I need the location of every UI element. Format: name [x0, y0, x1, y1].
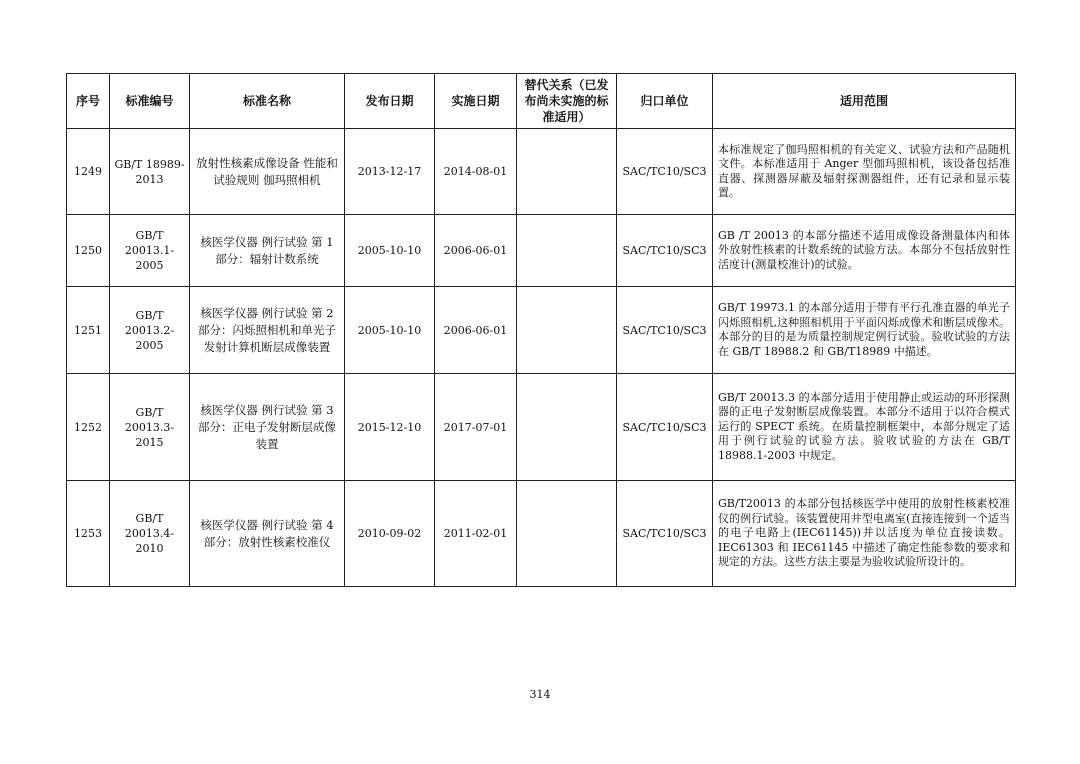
table-row	[67, 215, 1016, 287]
cell-seq: 1249	[67, 129, 110, 215]
cell-replace	[517, 481, 617, 587]
cell-name: 核医学仪器 例行试验 第 1 部分：辐射计数系统	[190, 215, 345, 287]
cell-scope: GB /T 20013 的本部分描述不适用成像设备测量体内和体外放射性核素的计数系统的试验方法。本部分不包括放射性活度计(测量校准计)的试验。	[713, 215, 1016, 287]
cell-pub-date: 2005-10-10	[345, 215, 435, 287]
cell-unit: SAC/TC10/SC3	[617, 129, 713, 215]
header-name: 标准名称	[190, 74, 345, 129]
cell-scope: GB/T 20013.3 的本部分适用于使用静止或运动的环形探测器的正电子发射断层成像装置。本部分不适用于以符合模式运行的 SPECT 系统。在质量控制框架中，本部分规定了适用于例行试验的试验方法。验收试验的方法在 GB/T 18988.1-2003 中规定。	[713, 374, 1016, 481]
header-impl-date: 实施日期	[435, 74, 517, 129]
header-replace: 替代关系（已发布尚未实施的标准适用）	[517, 74, 617, 129]
cell-unit: SAC/TC10/SC3	[617, 215, 713, 287]
cell-name: 核医学仪器 例行试验 第 4 部分：放射性核素校准仪	[190, 481, 345, 587]
cell-replace	[517, 374, 617, 481]
cell-impl-date: 2011-02-01	[435, 481, 517, 587]
cell-impl-date: 2006-06-01	[435, 215, 517, 287]
cell-code: GB/T 20013.3-2015	[110, 374, 190, 481]
cell-code: GB/T 18989-2013	[110, 129, 190, 215]
header-row	[67, 74, 1016, 129]
page-number: 314	[529, 688, 551, 701]
table-row	[67, 481, 1016, 587]
cell-scope: 本标准规定了伽玛照相机的有关定义、试验方法和产品随机文件。本标准适用于 Anger 型伽玛照相机，该设备包括准直器、探测器屏蔽及辐射探测器组件，还有记录和显示装置。	[713, 129, 1016, 215]
table-row	[67, 287, 1016, 374]
cell-replace	[517, 129, 617, 215]
cell-seq: 1252	[67, 374, 110, 481]
header-code: 标准编号	[110, 74, 190, 129]
cell-replace	[517, 287, 617, 374]
cell-impl-date: 2014-08-01	[435, 129, 517, 215]
cell-pub-date: 2010-09-02	[345, 481, 435, 587]
cell-pub-date: 2005-10-10	[345, 287, 435, 374]
cell-code: GB/T 20013.1-2005	[110, 215, 190, 287]
cell-pub-date: 2013-12-17	[345, 129, 435, 215]
cell-name: 放射性核素成像设备 性能和试验规则 伽玛照相机	[190, 129, 345, 215]
header-seq: 序号	[67, 74, 110, 129]
cell-seq: 1251	[67, 287, 110, 374]
cell-name: 核医学仪器 例行试验 第 3 部分：正电子发射断层成像装置	[190, 374, 345, 481]
cell-replace	[517, 215, 617, 287]
cell-seq: 1250	[67, 215, 110, 287]
cell-name: 核医学仪器 例行试验 第 2 部分：闪烁照相机和单光子发射计算机断层成像装置	[190, 287, 345, 374]
cell-pub-date: 2015-12-10	[345, 374, 435, 481]
table-row	[67, 374, 1016, 481]
standards-table-container	[66, 73, 1016, 587]
cell-scope: GB/T 19973.1 的本部分适用于带有平行孔准直器的单光子闪烁照相机,这种照相机用于平面闪烁成像术和断层成像术。本部分的目的是为质量控制规定例行试验。验收试验的方法在 GB/T 18988.2 和 GB/T18989 中描述。	[713, 287, 1016, 374]
table-row	[67, 129, 1016, 215]
cell-unit: SAC/TC10/SC3	[617, 481, 713, 587]
cell-scope: GB/T20013 的本部分包括核医学中使用的放射性核素校准仪的例行试验。该装置使用井型电离室(直接连接到一个适当的电子电路上(IEC61145))并以活度为单位直接读数。IEC61303 和 IEC61145 中描述了确定性能参数的要求和规定的方法。这些方法主要是为验收试验所设计的。	[713, 481, 1016, 587]
cell-impl-date: 2006-06-01	[435, 287, 517, 374]
cell-impl-date: 2017-07-01	[435, 374, 517, 481]
header-unit: 归口单位	[617, 74, 713, 129]
standards-table	[66, 73, 1016, 587]
cell-code: GB/T 20013.4-2010	[110, 481, 190, 587]
header-pub-date: 发布日期	[345, 74, 435, 129]
header-scope: 适用范围	[713, 74, 1016, 129]
cell-seq: 1253	[67, 481, 110, 587]
cell-code: GB/T 20013.2-2005	[110, 287, 190, 374]
cell-unit: SAC/TC10/SC3	[617, 287, 713, 374]
cell-unit: SAC/TC10/SC3	[617, 374, 713, 481]
